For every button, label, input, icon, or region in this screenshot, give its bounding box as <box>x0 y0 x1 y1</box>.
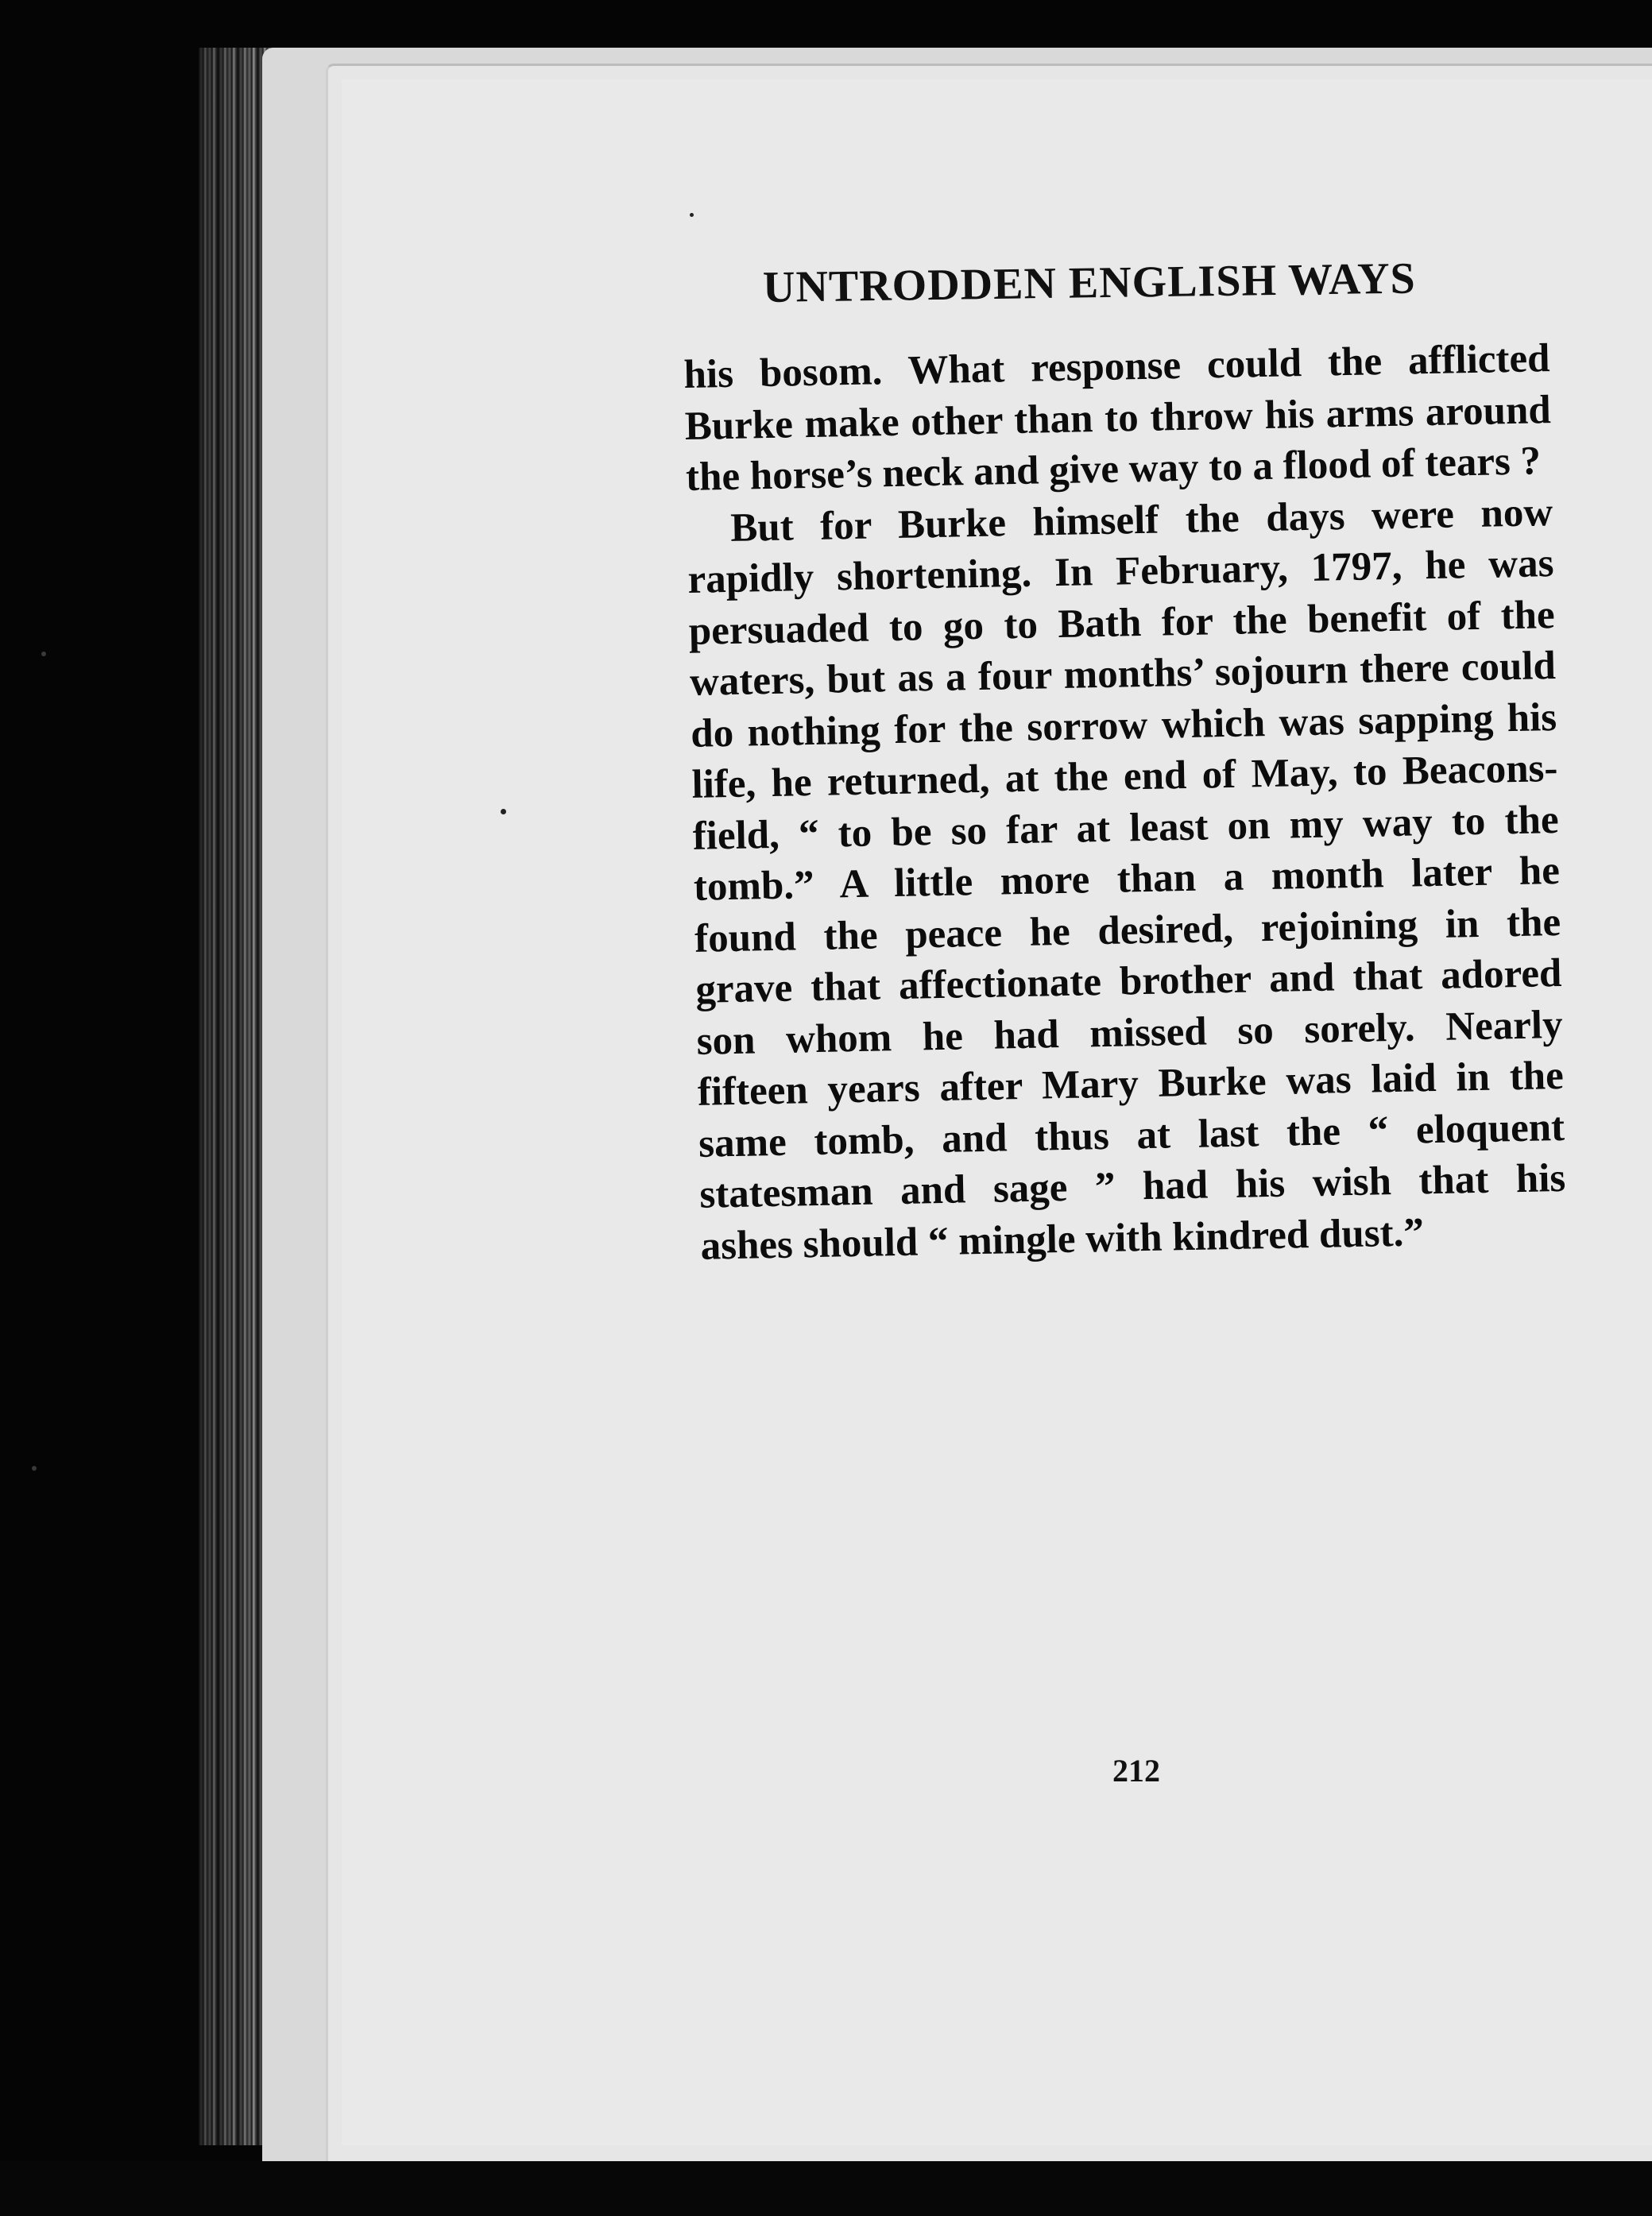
body-text <box>683 333 1567 1272</box>
ink-speck <box>41 652 46 656</box>
text-line: his bosom. What response could the afflicted <box>683 336 1550 397</box>
text-line: statesman and sage ” had his wish that his <box>698 1155 1566 1217</box>
text-line: son whom he had missed so sorely. Nearly <box>696 1002 1564 1064</box>
text-line: Burke make other than to throw his arms around <box>684 387 1552 449</box>
text-line: same tomb, and thus at last the “ eloquent <box>698 1104 1565 1166</box>
text-line: life, he returned, at the end of May, to Beacons- <box>691 745 1558 807</box>
text-line: do nothing for the sorrow which was sapping his <box>690 694 1557 756</box>
running-head: UNTRODDEN ENGLISH WAYS <box>762 253 1417 312</box>
text-line: rapidly shortening. In February, 1797, he was <box>687 541 1554 602</box>
text-line: grave that affectionate brother and that adored <box>694 950 1562 1012</box>
text-line: tomb.” A little more than a month later he <box>693 848 1561 910</box>
text-line: fifteen years after Mary Burke was laid in the <box>697 1053 1565 1115</box>
ink-speck <box>501 809 506 814</box>
ink-speck <box>32 1466 37 1471</box>
text-line: field, “ to be so far at least on my way to the <box>692 797 1560 859</box>
text-line: waters, but as a four months’ sojourn there could <box>689 644 1557 705</box>
text-line: persuaded to go to Bath for the benefit of the <box>688 592 1556 654</box>
text-line: But for Burke himself the days were now <box>729 489 1553 551</box>
scan-bottom-edge <box>0 2161 1652 2216</box>
ink-speck <box>690 213 694 217</box>
text-line: found the peace he desired, rejoining in the <box>694 899 1561 961</box>
text-line: the horse’s neck and give way to a flood of tears ? <box>685 439 1542 500</box>
page-number: 212 <box>1112 1753 1160 1789</box>
text-line: ashes should “ mingle with kindred dust.” <box>700 1209 1425 1269</box>
